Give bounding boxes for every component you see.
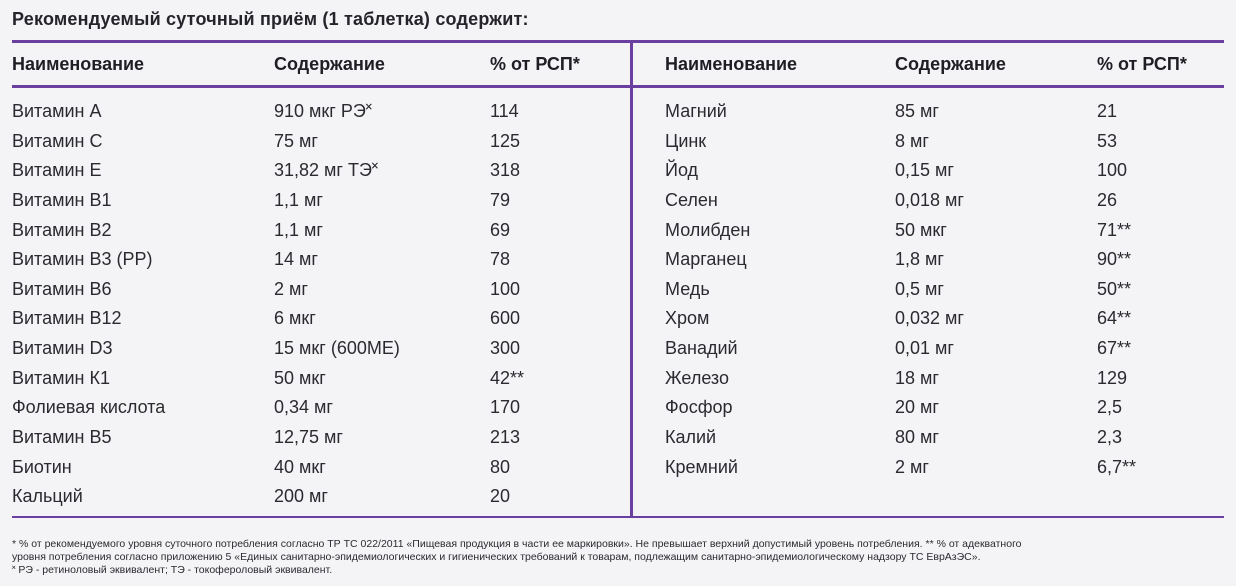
table-row: [12, 248, 622, 278]
table-row: [665, 278, 1225, 308]
cell-content: 15 мкг (600МЕ): [274, 338, 400, 359]
cell-name: Витамин С: [12, 130, 103, 151]
cell-name: Витамин А: [12, 101, 102, 121]
cell-content: 14 мг: [274, 249, 318, 270]
cell-content: 12,75 мг: [274, 427, 343, 448]
cell-name: Магний: [665, 101, 727, 121]
cell-content: 31,82 мг ТЭ˟: [274, 160, 378, 181]
top-rule: [12, 40, 1224, 43]
table-row: [12, 485, 622, 515]
cell-percent: 79: [490, 189, 511, 210]
table-row: [12, 337, 622, 367]
cell-name: Селен: [665, 189, 718, 210]
cell-percent: 114: [490, 101, 519, 121]
left-table-body: [12, 100, 622, 515]
cell-percent: 69: [490, 219, 511, 240]
table-row: [665, 396, 1225, 426]
cell-content: 40 мкг: [274, 456, 326, 477]
table-row: [12, 159, 622, 189]
table-row: [12, 426, 622, 456]
header-rule: [12, 85, 1224, 88]
cell-name: Молибден: [665, 219, 751, 240]
footnote-line: ˟ РЭ - ретиноловый эквивалент; ТЭ - токофероловый эквивалент.: [12, 564, 333, 576]
cell-name: Витамин В2: [12, 219, 112, 240]
footnote-line: * % от рекомендуемого уровня суточного потребления согласно ТР ТС 022/2011 «Пищевая продукция в части ее маркировки». Не превышает верхний допустимый уровень потребления. ** % от адекватного: [12, 538, 1022, 550]
cell-name: Марганец: [665, 249, 747, 270]
column-divider: [630, 40, 633, 516]
cell-content: 0,032 мг: [895, 308, 964, 329]
table-row: [12, 396, 622, 426]
cell-content: 1,1 мг: [274, 219, 323, 240]
cell-percent: 64**: [1097, 308, 1132, 329]
cell-name: Витамин В3 (РР): [12, 249, 153, 270]
cell-percent: 20: [490, 486, 511, 507]
cell-content: 0,5 мг: [895, 278, 944, 299]
table-row: [12, 130, 622, 160]
cell-name: Витамин В5: [12, 427, 112, 448]
cell-name: Йод: [665, 160, 699, 181]
cell-name: Биотин: [12, 456, 72, 477]
cell-name: Ванадий: [665, 338, 738, 359]
cell-percent: 125: [490, 130, 521, 151]
table-row: [12, 189, 622, 219]
cell-content: 910 мкг РЭ˟: [274, 101, 372, 121]
cell-name: Цинк: [665, 130, 707, 151]
table-row: [665, 248, 1225, 278]
cell-name: Медь: [665, 278, 710, 299]
cell-content: 200 мг: [274, 486, 328, 507]
table-row: [12, 100, 622, 130]
cell-content: 2 мг: [274, 278, 308, 299]
right-header-percent: % от РСП*: [1097, 54, 1187, 74]
table-row: [665, 219, 1225, 249]
cell-percent: 2,5: [1097, 397, 1123, 418]
table-row: [665, 337, 1225, 367]
cell-name: Калий: [665, 427, 717, 448]
table-row: [12, 307, 622, 337]
table-row: [665, 100, 1225, 130]
cell-content: 2 мг: [895, 456, 929, 477]
table-row: [665, 159, 1225, 189]
cell-content: 85 мг: [895, 101, 939, 121]
cell-percent: 71**: [1097, 219, 1132, 240]
cell-name: Витамин К1: [12, 367, 110, 388]
table-row: [12, 278, 622, 308]
table-row: [665, 456, 1225, 486]
cell-content: 1,8 мг: [895, 249, 944, 270]
cell-percent: 2,3: [1097, 427, 1123, 448]
cell-percent: 100: [490, 278, 521, 299]
cell-content: 50 мкг: [274, 367, 326, 388]
footnote-line: уровня потребления согласно приложению 5 «Единых санитарно-эпидемиологических и гигиенических требований к товарам, подлежащим санитарно-эпидемиологическому надзору ТС ЕврАзЭС».: [12, 551, 981, 563]
cell-percent: 50**: [1097, 278, 1132, 299]
cell-name: Витамин D3: [12, 338, 113, 359]
cell-content: 20 мг: [895, 397, 939, 418]
cell-name: Кальций: [12, 486, 83, 507]
cell-content: 6 мкг: [274, 308, 316, 329]
cell-percent: 67**: [1097, 338, 1132, 359]
left-header-name: Наименование: [12, 54, 145, 74]
table-row: [12, 367, 622, 397]
cell-percent: 42**: [490, 367, 525, 388]
cell-content: 0,01 мг: [895, 338, 954, 359]
right-header-name: Наименование: [665, 54, 798, 74]
cell-content: 1,1 мг: [274, 189, 323, 210]
table-row: [665, 426, 1225, 456]
table-title: Рекомендуемый суточный приём (1 таблетка) содержит:: [12, 9, 529, 29]
cell-percent: 170: [490, 397, 521, 418]
cell-percent: 78: [490, 249, 511, 270]
cell-name: Фосфор: [665, 397, 733, 418]
left-header-content: Содержание: [274, 54, 385, 74]
left-header-percent: % от РСП*: [490, 54, 580, 74]
cell-name: Кремний: [665, 456, 738, 477]
bottom-rule: [12, 516, 1224, 518]
cell-content: 80 мг: [895, 427, 939, 448]
cell-name: Витамин В12: [12, 308, 122, 329]
table-row: [665, 130, 1225, 160]
cell-content: 0,15 мг: [895, 160, 954, 181]
cell-percent: 26: [1097, 189, 1118, 210]
cell-name: Витамин Е: [12, 160, 102, 181]
cell-content: 18 мг: [895, 367, 939, 388]
cell-percent: 318: [490, 160, 521, 181]
cell-percent: 213: [490, 427, 521, 448]
cell-percent: 21: [1097, 101, 1118, 121]
cell-name: Фолиевая кислота: [12, 397, 166, 418]
cell-percent: 300: [490, 338, 521, 359]
table-row: [665, 307, 1225, 337]
cell-percent: 129: [1097, 367, 1128, 388]
table-row: [12, 456, 622, 486]
table-row: [665, 189, 1225, 219]
cell-percent: 600: [490, 308, 521, 329]
table-row: [12, 219, 622, 249]
cell-name: Хром: [665, 308, 710, 329]
footnotes: [12, 538, 1224, 577]
cell-content: 50 мкг: [895, 219, 947, 240]
right-header-content: Содержание: [895, 54, 1006, 74]
cell-content: 8 мг: [895, 130, 929, 151]
right-table-body: [665, 100, 1225, 485]
cell-name: Витамин В6: [12, 278, 112, 299]
cell-percent: 80: [490, 456, 511, 477]
cell-content: 75 мг: [274, 130, 318, 151]
table-row: [665, 367, 1225, 397]
cell-percent: 53: [1097, 130, 1118, 151]
cell-name: Витамин В1: [12, 189, 112, 210]
cell-name: Железо: [665, 367, 729, 388]
cell-percent: 90**: [1097, 249, 1132, 270]
cell-percent: 100: [1097, 160, 1128, 181]
cell-content: 0,018 мг: [895, 189, 964, 210]
cell-percent: 6,7**: [1097, 456, 1137, 477]
cell-content: 0,34 мг: [274, 397, 333, 418]
